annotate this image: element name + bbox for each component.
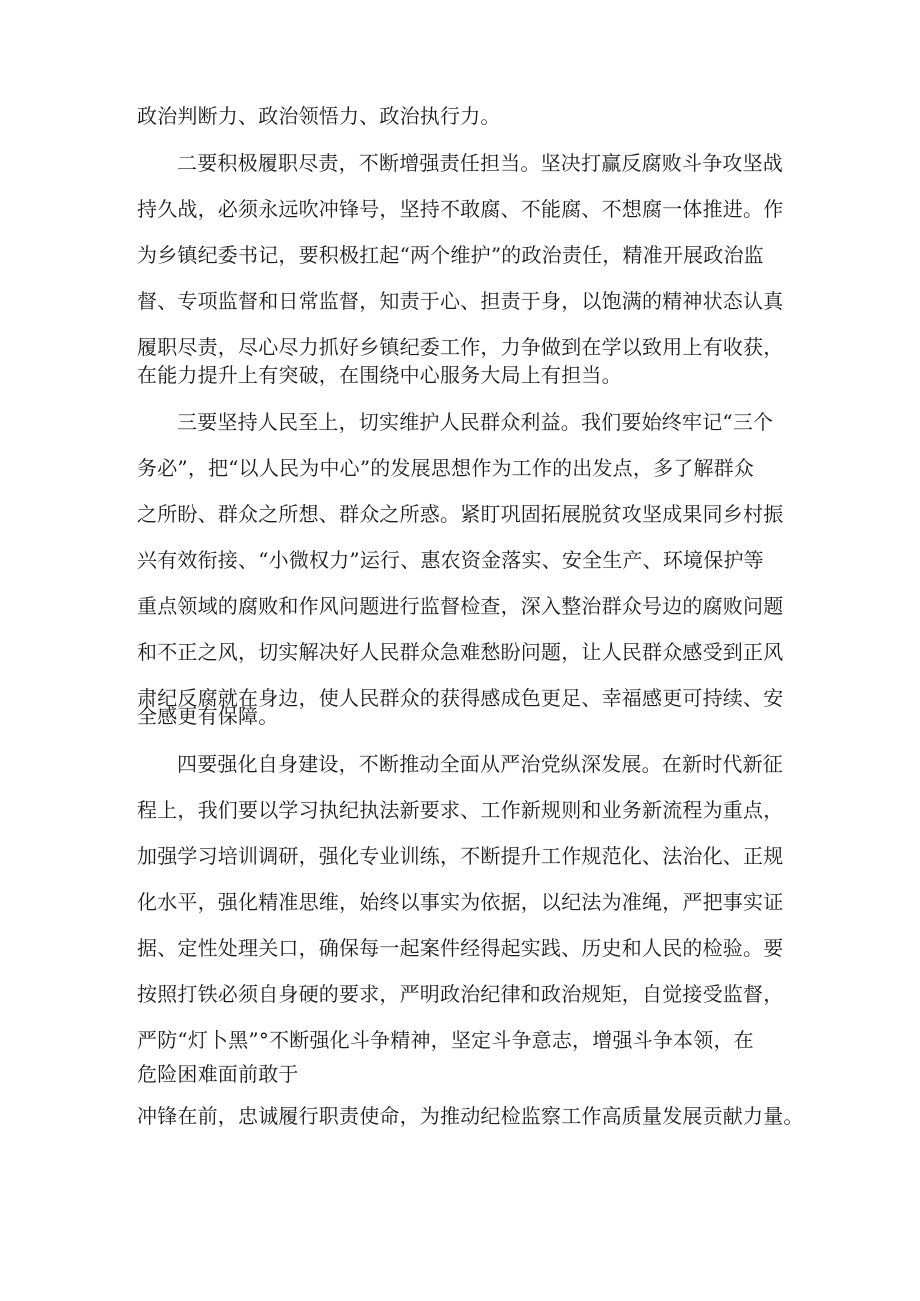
- text-line: 政治判断力、政治领悟力、政治执行力。: [137, 104, 501, 128]
- text-line: 危险困难面前敢于: [137, 1062, 299, 1086]
- text-line: 和不正之风，切实解决好人民群众急难愁盼问题，让人民群众感受到正风: [137, 640, 784, 664]
- text-line: 为乡镇纪委书记，要积极扛起“两个维护”的政治责任，精准开展政治监: [137, 243, 764, 267]
- text-line: 务必”，把“以人民为中心”的发展思想作为工作的出发点，多了解群众: [137, 456, 755, 480]
- text-line: 按照打铁必须自身硬的要求，严明政治纪律和政治规矩，自觉接受监督，: [137, 982, 784, 1006]
- text-line: 化水平，强化精准思维，始终以事实为依据，以纪法为准绳，严把事实证: [137, 890, 784, 914]
- text-line: 督、专项监督和日常监督，知责于心、担责于身，以饱满的精神状态认真: [137, 289, 784, 313]
- paragraph-start-line: 三要坚持人民至上，切实维护人民群众利益。我们要始终牢记“三个: [177, 410, 774, 434]
- text-line: 程上，我们要以学习执纪执法新要求、工作新规则和业务新流程为重点，: [137, 798, 784, 822]
- text-line: 在能力提升上有突破，在围绕中心服务大局上有担当。: [137, 363, 622, 387]
- text-line: 据、定性处理关口，确保每一起案件经得起实践、历史和人民的检验。要: [137, 936, 784, 960]
- text-line: 冲锋在前，忠诚履行职责使命，为推动纪检监察工作高质量发展贡献力量。: [137, 1104, 804, 1128]
- text-line: 持久战，必须永远吹冲锋号，坚持不敢腐、不能腐、不想腐一体推进。作: [137, 197, 784, 221]
- text-line: 履职尽责，尽心尽力抓好乡镇纪委工作，力争做到在学以致用上有收获，: [137, 335, 784, 359]
- text-line: 肃纪反腐就在身边，使人民群众的获得感成色更足、幸福感更可持续、安: [137, 686, 784, 710]
- text-line: 严防“灯卜黑”°不断强化斗争精神，坚定斗争意志，增强斗争本领，在: [137, 1028, 754, 1052]
- text-line: 全感更有保障。: [137, 704, 279, 728]
- text-line: 重点领域的腐败和作风问题进行监督检查，深入整治群众号边的腐败问题: [137, 594, 784, 618]
- paragraph-start-line: 二要积极履职尽责，不断增强责任担当。坚决打赢反腐败斗争攻坚战: [177, 151, 783, 175]
- text-line: 兴有效衔接、“小微权力”运行、惠农资金落实、安全生产、环境保护等: [137, 548, 764, 572]
- text-line: 加强学习培训调研，强化专业训练，不断提升工作规范化、法治化、正规: [137, 844, 784, 868]
- text-line: 之所盼、群众之所想、群众之所惑。紧盯巩固拓展脱贫攻坚成果同乡村振: [137, 502, 784, 526]
- paragraph-start-line: 四要强化自身建设，不断推动全面从严治党纵深发展。在新时代新征: [177, 752, 783, 776]
